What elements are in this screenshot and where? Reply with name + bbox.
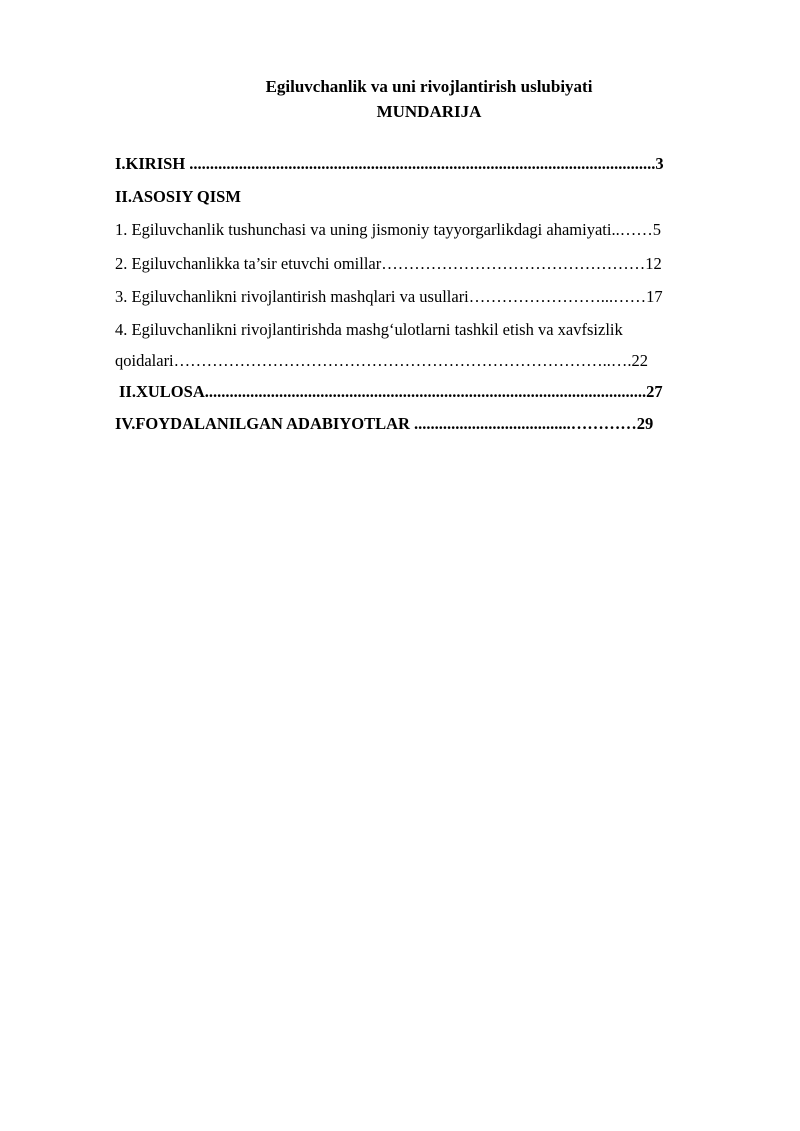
toc-entry-2: 2. Egiluvchanlikka ta’sir etuvchi omillar…………………………………………12 <box>115 254 662 273</box>
toc-entry-4-line-2: qoidalari……………………………………………………………………..….22 <box>115 351 649 370</box>
toc-entry-xulosa: II.XULOSA...........................................................................................................27 <box>119 382 663 401</box>
toc-entry-1: 1. Egiluvchanlik tushunchasi va uning jismoniy tayyorgarlikdagi ahamiyati..……5 <box>115 220 661 239</box>
toc-entry-4-line-1: 4. Egiluvchanlikni rivojlantirishda mashg‘ulotlarni tashkil etish va xavfsizlik <box>115 320 623 339</box>
document-subtitle: MUNDARIJA <box>376 102 482 121</box>
toc-entry-kirish: I.KIRISH .................................................................................................................3 <box>115 154 664 173</box>
toc-section-asosiy-qism: II.ASOSIY QISM <box>115 187 241 206</box>
toc-entry-adabiyotlar: IV.FOYDALANILGAN ADABIYOTLAR ......................................…………29 <box>115 414 654 433</box>
toc-entry-3: 3. Egiluvchanlikni rivojlantirish mashqlari va usullari……………………...……17 <box>115 287 663 306</box>
document-title: Egiluvchanlik va uni rivojlantirish uslubiyati <box>265 77 593 96</box>
